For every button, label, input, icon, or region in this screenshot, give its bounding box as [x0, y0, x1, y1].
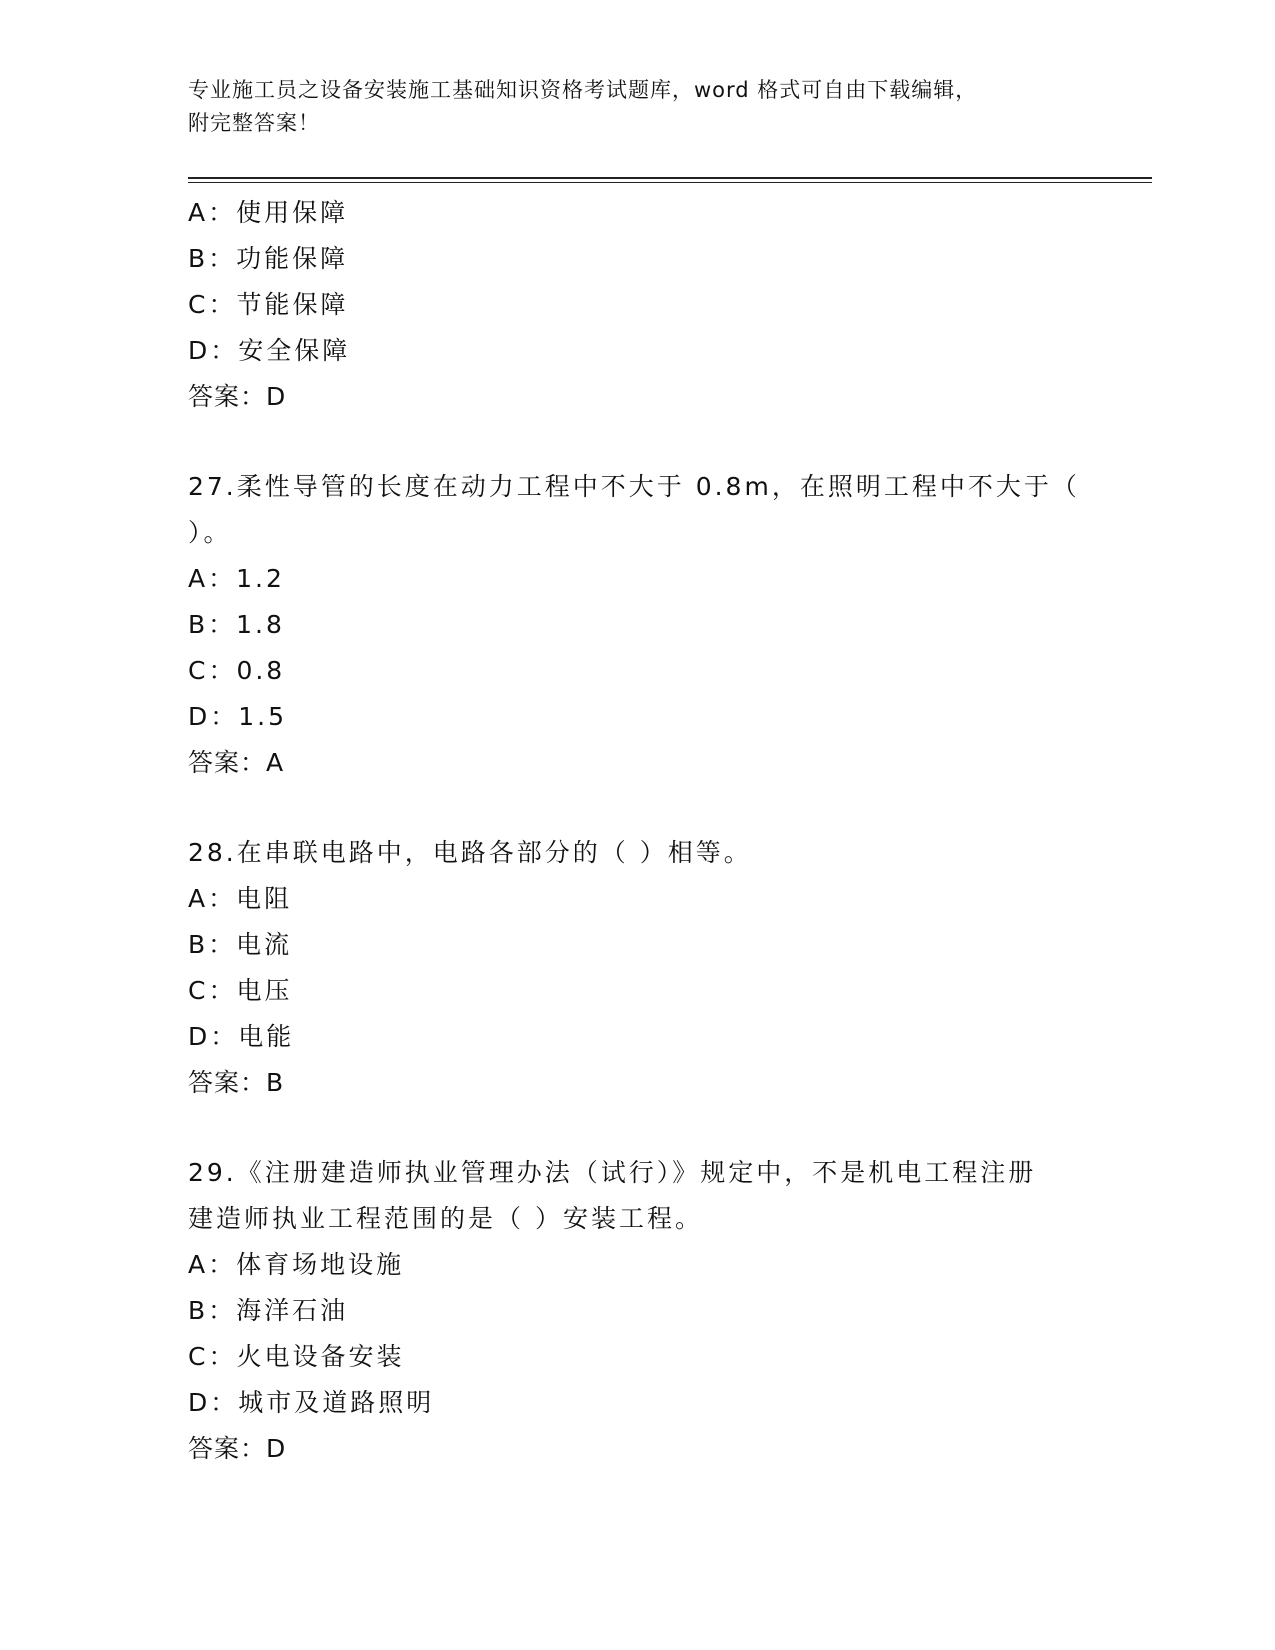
- header-divider-thin: [188, 182, 1152, 183]
- question-26: [188, 190, 1088, 420]
- option-c: C：0.8: [188, 656, 286, 685]
- question-28: [188, 830, 1088, 1106]
- document-header: [188, 74, 1068, 140]
- answer: 答案：D: [188, 382, 287, 411]
- option-d: D：电能: [188, 1022, 295, 1051]
- answer: 答案：A: [188, 748, 285, 777]
- option-c: C：电压: [188, 976, 293, 1005]
- option-d: D：1.5: [188, 702, 288, 731]
- option-b: B：1.8: [188, 610, 285, 639]
- option-b: B：海洋石油: [188, 1296, 349, 1325]
- question-list: [188, 190, 1088, 1472]
- question-29: [188, 1150, 1088, 1472]
- question-text-line-1: 29.《注册建造师执业管理办法（试行）》规定中，不是机电工程注册: [188, 1158, 1037, 1187]
- option-c: C：火电设备安装: [188, 1342, 405, 1371]
- option-a: A：体育场地设施: [188, 1250, 405, 1279]
- header-line-1: 专业施工员之设备安装施工基础知识资格考试题库，word 格式可自由下载编辑，: [188, 78, 978, 102]
- option-c: C：节能保障: [188, 290, 349, 319]
- question-text-line-1: 27.柔性导管的长度在动力工程中不大于 0.8m，在照明工程中不大于（: [188, 472, 1080, 501]
- option-d: D：城市及道路照明: [188, 1388, 435, 1417]
- question-text-line-2: 建造师执业工程范围的是（ ）安装工程。: [188, 1204, 703, 1233]
- option-b: B：电流: [188, 930, 293, 959]
- option-b: B：功能保障: [188, 244, 349, 273]
- answer: 答案：B: [188, 1068, 285, 1097]
- answer: 答案：D: [188, 1434, 287, 1463]
- header-line-2: 附完整答案！: [188, 111, 320, 135]
- header-divider-thick: [188, 177, 1152, 179]
- question-text-line-1: 28.在串联电路中，电路各部分的（ ）相等。: [188, 838, 752, 867]
- question-27: [188, 464, 1088, 786]
- option-a: A：1.2: [188, 564, 285, 593]
- option-d: D：安全保障: [188, 336, 351, 365]
- option-a: A：使用保障: [188, 198, 349, 227]
- question-text-line-2: ）。: [188, 518, 232, 547]
- option-a: A：电阻: [188, 884, 293, 913]
